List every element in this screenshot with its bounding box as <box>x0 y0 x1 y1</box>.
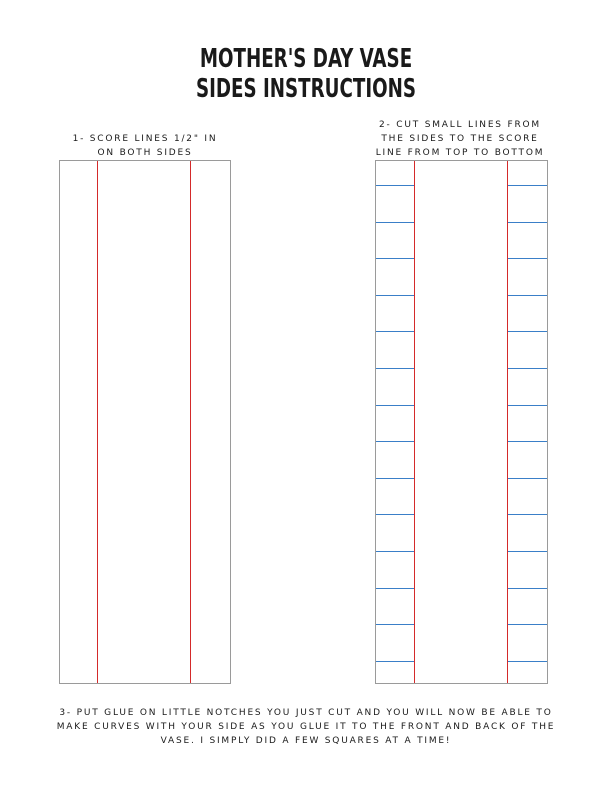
cut-line-left <box>376 661 414 662</box>
cut-line-right <box>508 222 547 223</box>
cut-line-right <box>508 405 547 406</box>
score-line-right <box>507 161 508 683</box>
cut-line-right <box>508 551 547 552</box>
step-1-text: 1- SCORE LINES 1/2" IN ON BOTH SIDES <box>72 134 218 158</box>
cut-line-left <box>376 258 414 259</box>
step-2-text: 2- CUT SMALL LINES FROM THE SIDES TO THE SCORE LINE FROM TOP TO BOTTOM <box>375 120 545 158</box>
cut-line-left <box>376 222 414 223</box>
cut-line-right <box>508 185 547 186</box>
cut-line-right <box>508 258 547 259</box>
side-panel-scored <box>59 160 231 684</box>
cut-line-left <box>376 368 414 369</box>
score-line-left <box>97 161 98 683</box>
cut-line-left <box>376 405 414 406</box>
side-panel-cut <box>375 160 548 684</box>
cut-line-right <box>508 331 547 332</box>
cut-line-right <box>508 588 547 589</box>
cut-line-right <box>508 478 547 479</box>
cut-line-right <box>508 514 547 515</box>
cut-line-left <box>376 331 414 332</box>
cut-line-left <box>376 295 414 296</box>
cut-line-right <box>508 661 547 662</box>
cut-line-right <box>508 624 547 625</box>
cut-line-left <box>376 441 414 442</box>
title-line-1: MOTHER'S DAY VASE <box>199 44 413 74</box>
cut-line-right <box>508 368 547 369</box>
title-line-2: SIDES INSTRUCTIONS <box>195 74 417 104</box>
score-line-left <box>414 161 415 683</box>
cut-line-right <box>508 295 547 296</box>
cut-line-right <box>508 441 547 442</box>
cut-line-left <box>376 514 414 515</box>
cut-line-left <box>376 624 414 625</box>
score-line-right <box>190 161 191 683</box>
cut-line-left <box>376 478 414 479</box>
step-3-text: 3- PUT GLUE ON LITTLE NOTCHES YOU JUST CUT AND YOU WILL NOW BE ABLE TO MAKE CURVES WITH YOUR SIDE AS YOU GLUE IT TO THE FRONT AND BACK OF THE VASE. I SIMPLY DID A FEW SQUARES AT A TIME! <box>56 708 556 746</box>
cut-line-left <box>376 185 414 186</box>
cut-line-left <box>376 588 414 589</box>
cut-line-left <box>376 551 414 552</box>
